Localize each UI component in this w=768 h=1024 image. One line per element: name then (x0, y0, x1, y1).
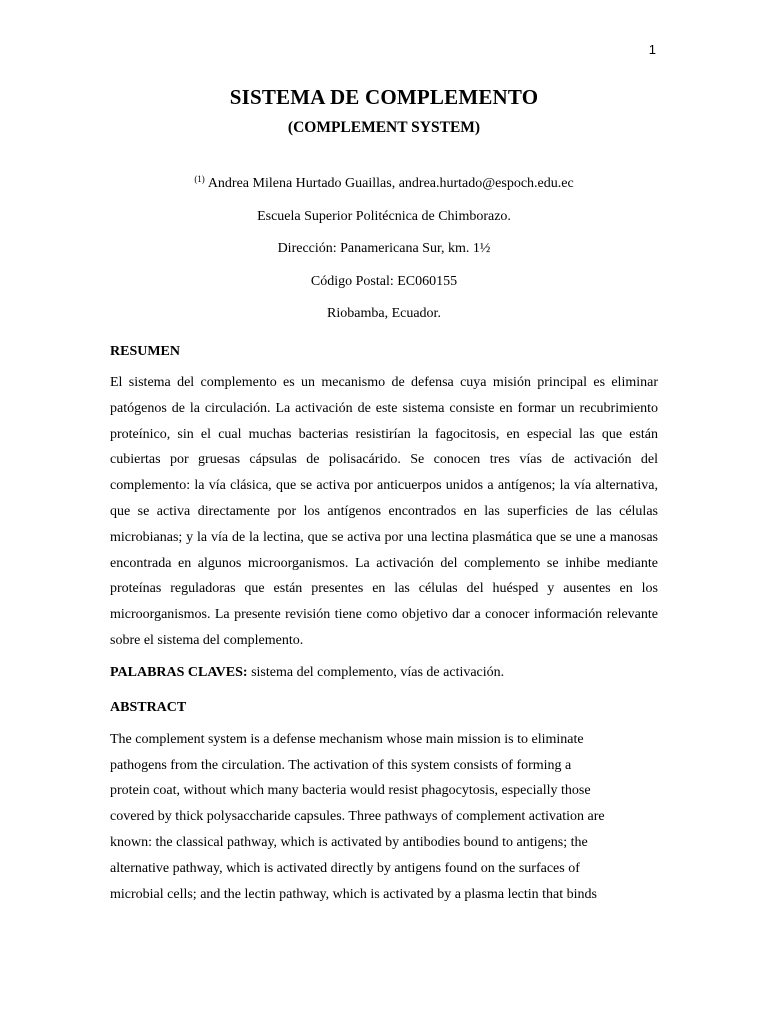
abstract-heading: ABSTRACT (110, 699, 187, 715)
postal-code: Código Postal: EC060155 (310, 273, 458, 289)
page-number: 1 (648, 42, 656, 57)
paper-title: SISTEMA DE COMPLEMENTO (229, 85, 539, 109)
paper-subtitle: (COMPLEMENT SYSTEM) (287, 119, 481, 136)
author-line (110, 174, 658, 194)
keywords-label: PALABRAS CLAVES: (110, 664, 248, 680)
author-name-email: Andrea Milena Hurtado Guaillas, andrea.hurtado@espoch.edu.ec (207, 176, 574, 191)
keywords-text: sistema del complemento, vías de activación. (251, 664, 505, 680)
resumen-paragraph: El sistema del complemento es un mecanismo de defensa cuya misión principal es eliminar patógenos de la circulación. La activación de este sistema consiste en formar un recubrimiento proteínico, sin el cual muchas bacterias resistirían la fagocitosis, en especial las que están cubiertas por gruesas cápsulas de polisacárido. Se conocen tres vías de activación del complemento: la vía clásica, que se activa por anticuerpos unidos a antígenos; la vía alternativa, que se activa directamente por los antígenos encontrados en las superficies de las células microbianas; y la vía de la lectina, que se activa por una lectina plasmática que se une a manosas encontrada en algunos microorganismos. La activación del complemento se inhibe mediante proteínas reguladoras que están presentes en las células del huésped y ausentes en los microorganismos. La presente revisión tiene como objetivo dar a conocer información relevante sobre el sistema del complemento. (110, 375, 658, 648)
author-marker: (1) (194, 174, 205, 184)
abstract-paragraph: The complement system is a defense mechanism whose main mission is to eliminate pathogens from the circulation. The activation of this system consists of forming a protein coat, without which many bacteria would resist phagocytosis, especially those covered by thick polysaccharide capsules. Three pathways of complement activation are known: the classical pathway, which is activated by antibodies bound to antigens; the alternative pathway, which is activated directly by antigens found on the surfaces of microbial cells; and the lectin pathway, which is activated by a plasma lectin that binds (110, 731, 605, 902)
resumen-heading: RESUMEN (110, 344, 181, 359)
author-affiliation-block (110, 174, 658, 324)
address: Dirección: Panamericana Sur, km. 1½ (277, 241, 491, 256)
city: Riobamba, Ecuador. (327, 306, 441, 321)
paper-body (110, 82, 658, 907)
institution: Escuela Superior Politécnica de Chimborazo. (257, 208, 511, 224)
keywords (110, 662, 658, 684)
